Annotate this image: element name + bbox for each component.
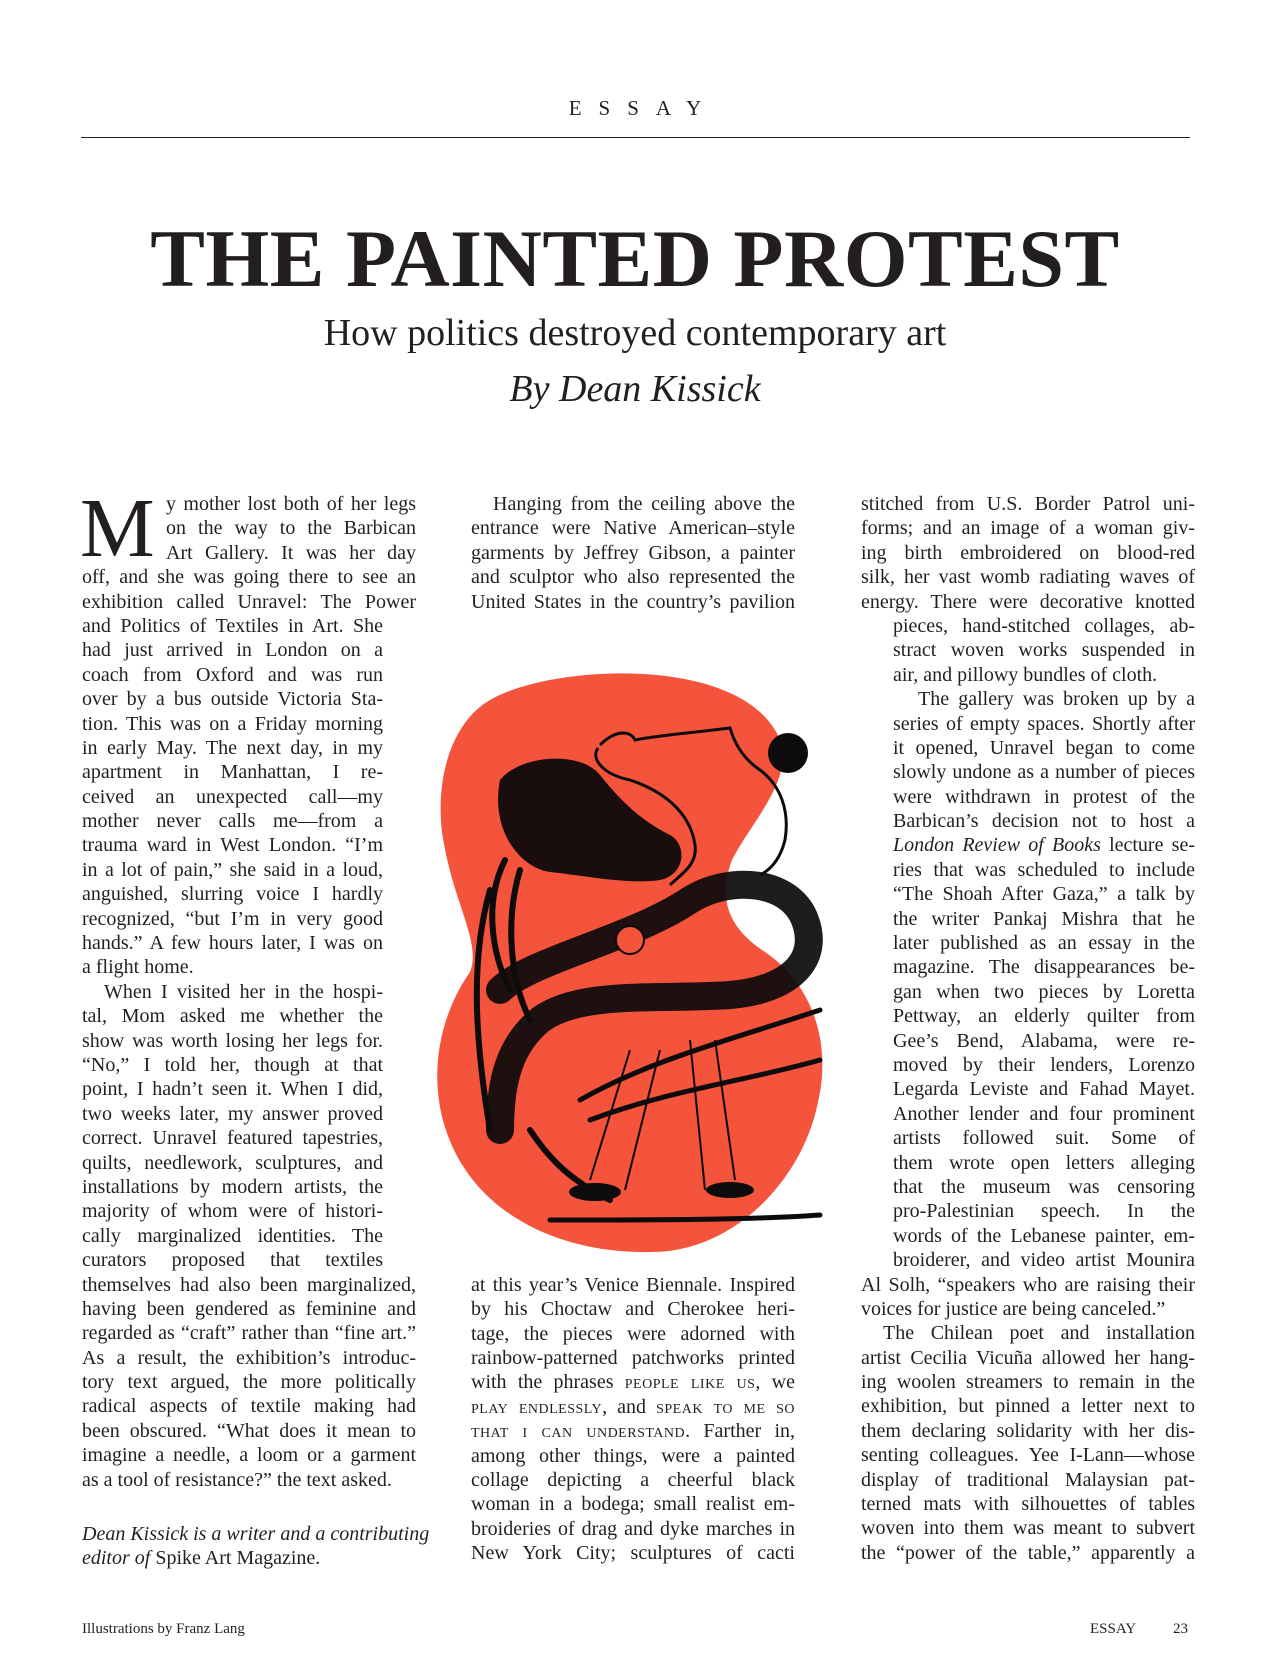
text-line: imagine a needle, a loom or a garment <box>82 1444 416 1467</box>
text-line: Another lender and four prominent <box>893 1102 1195 1125</box>
text-line: garments by Jeffrey Gibson, a painter <box>471 541 795 564</box>
phrase: people like us <box>624 1371 756 1394</box>
text-line: mother never calls me—from a <box>82 810 383 833</box>
text-line: on the way to the Barbican <box>166 517 416 540</box>
page-number: 23 <box>1173 1621 1188 1637</box>
text-line: exhibition, but pinned a letter next to <box>861 1395 1195 1418</box>
text-line: among other things, were a painted <box>471 1444 795 1467</box>
text-line: The Chilean poet and installation <box>883 1322 1195 1345</box>
text-line: quilts, needlework, sculptures, and <box>82 1151 383 1174</box>
text-line: silk, her vast womb radiating waves of <box>861 566 1195 589</box>
phrase: that i can understand <box>471 1420 686 1443</box>
text-line: radical aspects of textile making had <box>82 1395 416 1418</box>
text-line: show was worth losing her legs for. <box>82 1029 383 1052</box>
text-line: cally marginalized identities. The <box>82 1224 383 1247</box>
text-line: When I visited her in the hospi- <box>104 980 383 1003</box>
text-line: woman in a bodega; small realist em- <box>471 1493 795 1516</box>
column-2-bottom <box>471 1273 795 1566</box>
text-line: trauma ward in West London. “I’m <box>82 834 383 857</box>
text-line: tage, the pieces were adorned with <box>471 1322 795 1345</box>
author-bio <box>82 1522 430 1571</box>
text-line: that the museum was censoring <box>893 1175 1195 1198</box>
text-line: correct. Unravel featured tapestries, <box>82 1127 383 1150</box>
column-3 <box>861 492 1195 1565</box>
text-line: display of traditional Malaysian pat- <box>861 1468 1195 1491</box>
footer-section: ESSAY <box>1090 1621 1137 1637</box>
text-line: a flight home. <box>82 956 194 979</box>
shoe <box>706 1182 754 1198</box>
text-line: magazine. The disappearances be- <box>893 956 1195 979</box>
text-line: in early May. The next day, in my <box>82 736 383 759</box>
text-line: off, and she was going there to see an <box>82 566 416 589</box>
text-line: recognized, “but I’m in very good <box>82 907 383 930</box>
text-line: as a tool of resistance?” the text asked. <box>82 1468 392 1491</box>
text-line: tal, Mom asked me whether the <box>82 1005 383 1028</box>
text-line: ing woolen streamers to remain in the <box>861 1371 1195 1394</box>
text-line: ing birth embroidered on blood-red <box>861 541 1195 564</box>
text-line: stitched from U.S. Border Patrol uni- <box>861 493 1195 515</box>
text-line: forms; and an image of a woman giv- <box>861 517 1195 540</box>
text: . Farther in, <box>685 1420 796 1443</box>
text-line: exhibition called Unravel: The Power <box>82 590 416 613</box>
text-line: two weeks later, my answer proved <box>82 1102 383 1125</box>
text-line: New York City; sculptures of cacti <box>471 1542 795 1565</box>
text-line: it opened, Unravel began to come <box>893 736 1195 759</box>
text-line: As a result, the exhibition’s introduc- <box>82 1346 416 1369</box>
text-line: terned mats with silhouettes of tables <box>861 1493 1195 1516</box>
text-line: Gee’s Bend, Alabama, were re- <box>893 1029 1195 1052</box>
ink-ball <box>768 733 808 773</box>
text-line: woven into them was meant to subvert <box>861 1517 1195 1540</box>
text-line: Al Solh, “speakers who are raising their <box>861 1273 1195 1296</box>
article-byline: By Dean Kissick <box>509 368 761 410</box>
shoe <box>569 1183 621 1201</box>
text-line: broiderer, and video artist Mounira <box>893 1249 1195 1272</box>
red-blob <box>437 673 822 1252</box>
text-line: Pettway, an elderly quilter from <box>893 1005 1195 1028</box>
text-line: had just arrived in London on a <box>82 639 383 662</box>
text-line: installations by modern artists, the <box>82 1175 383 1198</box>
text-line: majority of whom were of histori- <box>82 1200 383 1223</box>
text-line: United States in the country’s pavilion <box>471 590 795 613</box>
text-line: ceived an unexpected call—my <box>82 785 383 808</box>
text-line: hands.” A few hours later, I was on <box>82 932 383 955</box>
text-line: Hanging from the ceiling above the <box>493 493 795 515</box>
phrase: play endlessly <box>471 1395 603 1418</box>
text-line: the writer Pankaj Mishra that he <box>893 907 1195 930</box>
text-line: and Politics of Textiles in Art. She <box>82 614 383 637</box>
text-line: entrance were Native American–style <box>471 517 795 540</box>
text: lecture se- <box>1100 834 1195 857</box>
text-line: voices for justice are being canceled.” <box>861 1297 1166 1320</box>
text-line: having been gendered as feminine and <box>82 1297 416 1320</box>
text-line: senting colleagues. Yee I-Lann—whose <box>861 1444 1195 1467</box>
text-line: over by a bus outside Victoria Sta- <box>82 688 383 711</box>
text-line: air, and pillowy bundles of cloth. <box>893 663 1158 686</box>
text-line: slowly undone as a number of pieces <box>893 761 1195 784</box>
column-2-top <box>471 492 795 614</box>
text-line: ries that was scheduled to include <box>893 858 1195 881</box>
text-line: energy. There were decorative knotted <box>861 590 1195 613</box>
text-line: words of the Lebanese painter, em- <box>893 1224 1195 1247</box>
text-line: were withdrawn in protest of the <box>893 785 1195 808</box>
text-line: apartment in Manhattan, I re- <box>82 761 383 784</box>
text: with the phrases <box>471 1371 614 1394</box>
text-line <box>861 833 1195 857</box>
text-line: later published as an essay in the <box>893 932 1195 955</box>
text-line: curators proposed that textiles <box>82 1249 383 1272</box>
text-line: anguished, slurring voice I hardly <box>82 883 383 906</box>
header-rule <box>81 137 1190 138</box>
section-kicker: ESSAY <box>568 96 719 120</box>
text-line: coach from Oxford and was run <box>82 663 383 686</box>
text-line: tion. This was on a Friday morning <box>82 712 383 735</box>
text-line: collage depicting a cheerful black <box>471 1468 795 1491</box>
article-subtitle: How politics destroyed contemporary art <box>323 312 947 354</box>
drop-cap: M <box>80 482 155 575</box>
text-line <box>471 1419 795 1443</box>
text-line <box>471 1370 795 1394</box>
text-line: y mother lost both of her legs <box>166 493 416 515</box>
text-line: pieces, hand-stitched collages, ab- <box>893 614 1195 637</box>
text-line: artists followed suit. Some of <box>893 1127 1195 1150</box>
phrase: speak to me so <box>656 1395 795 1418</box>
text-line: gan when two pieces by Loretta <box>893 980 1195 1003</box>
bio-line <box>82 1546 416 1570</box>
text-line: point, I hadn’t seen it. When I did, <box>82 1078 383 1101</box>
text-line: the “power of the table,” apparently a <box>861 1541 1195 1564</box>
text-line: series of empty spaces. Shortly after <box>893 712 1195 735</box>
publication-title: London Review of Books <box>893 834 1101 857</box>
text-line: broideries of drag and dyke marches in <box>471 1517 795 1540</box>
text-line: “No,” I told her, though at that <box>82 1053 383 1076</box>
text-line: Art Gallery. It was her day <box>166 541 416 564</box>
text-line: been obscured. “What does it mean to <box>82 1419 416 1442</box>
text-line: pro-Palestinian speech. In the <box>893 1200 1195 1223</box>
text-line: Legarda Leviste and Fahad Mayet. <box>893 1078 1195 1101</box>
text-line: them declaring solidarity with her dis- <box>861 1419 1195 1442</box>
text-line: them wrote open letters alleging <box>893 1151 1195 1174</box>
text-line: Barbican’s decision not to host a <box>893 810 1195 833</box>
text-line: rainbow-patterned patchworks printed <box>471 1346 795 1369</box>
text-line: themselves had also been marginalized, <box>82 1273 416 1296</box>
text-line: by his Choctaw and Cherokee heri- <box>471 1298 795 1321</box>
bio-text: editor of <box>82 1547 151 1570</box>
text-line: tory text argued, the more politically <box>82 1371 416 1394</box>
text-line: “The Shoah After Gaza,” a talk by <box>893 883 1195 906</box>
text-line <box>471 1395 795 1419</box>
text-line: at this year’s Venice Biennale. Inspired <box>471 1273 795 1296</box>
bio-line: Dean Kissick is a writer and a contributing <box>82 1523 430 1545</box>
text-line: moved by their lenders, Lorenzo <box>893 1053 1195 1076</box>
illustration <box>430 660 830 1260</box>
publication-name: Spike Art Magazine. <box>155 1547 321 1570</box>
text-line: and sculptor who also represented the <box>471 566 795 589</box>
text-line: regarded as “craft” rather than “fine art.” <box>82 1322 416 1345</box>
text: , and <box>602 1395 647 1418</box>
article-title: THE PAINTED PROTEST <box>150 213 1120 304</box>
text-line: in a lot of pain,” she said in a loud, <box>82 858 383 881</box>
text: , we <box>755 1371 795 1394</box>
illustration-credit: Illustrations by Franz Lang <box>82 1621 245 1637</box>
text-line: The gallery was broken up by a <box>918 688 1195 711</box>
column-1 <box>80 482 416 1492</box>
text-line: artist Cecilia Vicuña allowed her hang- <box>861 1346 1195 1369</box>
face <box>616 926 644 954</box>
text-line: stract woven works suspended in <box>893 639 1195 662</box>
